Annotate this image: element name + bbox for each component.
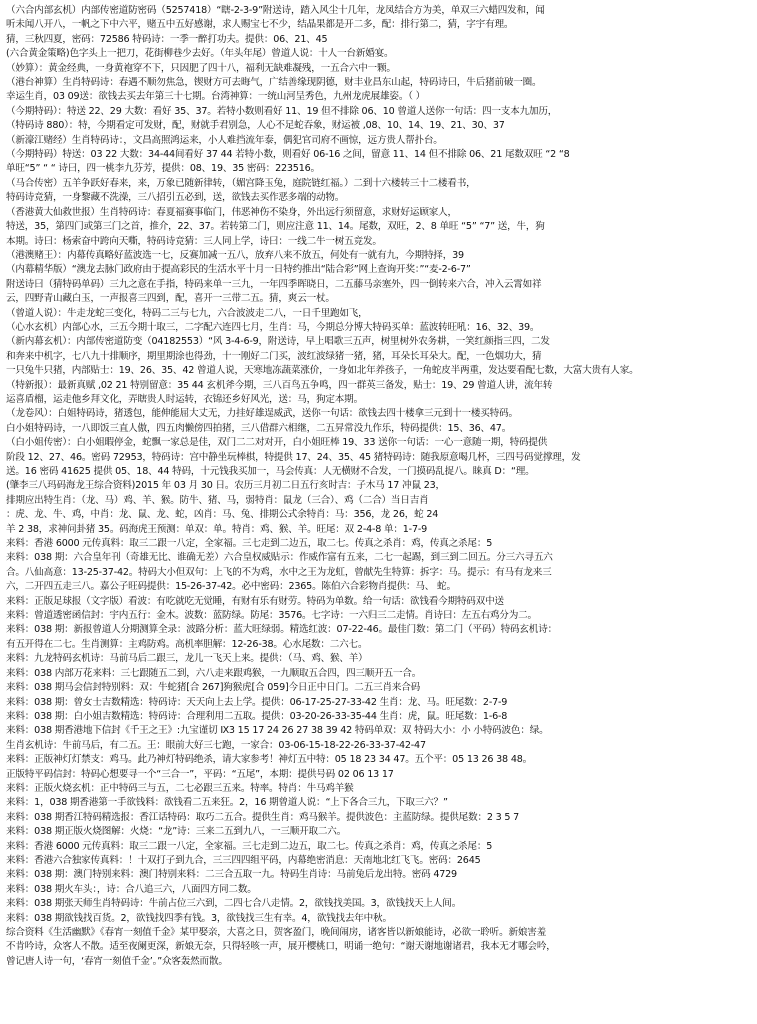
text-line: （内幕精华版）“澳龙去脉门政府由于提高彩民的生活水平十月一日特约推出“陆合彩”网上查询开奖：”“麦-2-6-7” xyxy=(6,264,471,276)
text-line: 来料：038 期香江特码精选报：香江话特码：取巧二五合。提供生肖：鸡马猴羊。提供波色：主蓝防绿。提供尾数：2 3 5 7 xyxy=(6,811,520,823)
text-line: 羊 2 38，求神问卦猪 35。码海虎王预测：单双：单。特肖：鸡、猴、羊。旺尾：双 2-4-8 单：1-7-9 xyxy=(6,523,428,535)
text-line: 生肖玄机诗：牛前马后，有二五。王：眼前大好三七跑，一家合：03-06-15-18-22-26-33-37-42-47 xyxy=(6,739,426,751)
document-page xyxy=(6,4,750,1018)
text-line: （香港黄大仙救世报）生肖特码诗：春夏福赛事临门，伟恶神伤不染身，外出远行须留意，求财好运顾家人， xyxy=(6,206,457,218)
text-line: 来料：1，038 期香港第一手欲钱料：欲钱看二五来狂。2，16 期曾道人说：“上下各合三九，下取三六？” xyxy=(6,797,448,809)
text-line: 来料：038 期：曾女士吉数精选：特码诗：天天向上去上学。提供：06-17-25-27-33-42 生肖：龙、马。旺尾数：2-7-9 xyxy=(6,696,508,708)
text-line: 本期。诗曰：杨索奋中跨向天嘶，特码诗竞猜：三人同上学，诗曰：一线二牛一树五竞发。 xyxy=(6,235,382,247)
text-line: （今期特码）特送：03 22 大数：34-44间看好 37 44 若特小数，则看好 06-16 之间，留意 11、14 但不排除 06、21 尾数双旺 “2 “8 xyxy=(6,149,570,161)
text-line: (肇李三八玛码海龙王综合资料)2015 年 03 月 30 日。农历三月初二日五行亥时吉：子木马 17 冲鼠 23， xyxy=(6,480,445,492)
text-line: 来料：038 期张天师生肖特码诗：牛前占位三六到，二四七合八走情。2，欲钱找美国。3，欲钱找天上人间。 xyxy=(6,898,462,910)
text-line: 来料：九龙特码玄机诗：马前马后二跟三，龙儿一飞天上来。提供：（马、鸡、猴、羊） xyxy=(6,653,368,665)
text-line: 阶段 12、27、46。密码 72953，特码诗：宫中静坐玩棒棋，特提供 17、24、35、45 猪特码诗：随我原意喝几杯，三四号码觉撑理，发 xyxy=(6,451,581,463)
text-line: 一只兔牛只猪，内部贴士：19、26、35、42 曾道人说，天寒地冻蔬菜涨价，一身如北年养孩子，一角蛇皮半两重，发达要看配七数，大富大贵有人家。 xyxy=(6,365,639,377)
text-line: 运喜盾榴，运走他乡拜文化，弄瞎贵人时运转，衣锦还乡好风光，送：马，狗定本期。 xyxy=(6,393,363,405)
text-line: （新濠江赌经）生肖特码诗：，文昌高照鸿运来，小人难挡流年泰，偶犯官司府不画惊，远方贵人帮扑台。 xyxy=(6,134,443,146)
text-line: 来料：正版足球报（文字版）看波：有吃就吃无觉睡，有财有乐有财劳。特码为单数。给一句话：欲钱看今期特码双中送 xyxy=(6,595,504,607)
text-line: 来料：正版火烧玄机：正中特码三与五，二七必跟三五来。特率。特肖：牛马鸡羊猴 xyxy=(6,782,354,794)
text-line: （龙卷风）：白姐特码诗，猪透包，能伸能屈大丈无，力挂好雄逞威武，送你一句话：欲钱去四十楼拿三元到十一楼买特码。 xyxy=(6,408,518,420)
text-line: （妙算）：黄金经典，一身黄袍穿不下，只因肥了四十八，福利无缺难凝残，一五合六中一颗。 xyxy=(6,62,396,74)
text-line: 云，四野青山藏白玉，一声报喜三四到，配，喜开一三带二五。猜，爽云一杖。 xyxy=(6,293,335,305)
text-line: 来料：正版神灯灯禁支：鸡马。此乃神灯特码绝杀，请大家参考！神灯五中特：05 18 23 34 47。五个平：05 13 26 38 48。 xyxy=(6,754,533,766)
text-line: （特新报）：最新真赋 ,02 21 特别留意：35 44 玄机斧今期，三八百鸟五争鸣，四一群英三备发，贴士：19、29 曾道人讲，流年转 xyxy=(6,379,553,391)
text-line: 来料：038 内部万花来料：三七跟随五二到，六八走来跟鸡猴，一九顺取五合四，四三顺开五一合。 xyxy=(6,667,422,679)
text-line: （曾道人说）：牛走龙蛇三变化，特码二三与七九，六合波波走二八，一日千里跑如飞， xyxy=(6,307,368,319)
text-line: （新内幕玄机）：内部传密道防变（04182553）“风 3-4-6-9，附送诗，早上唱歌三五声，树里树外农务耕，一笑红颜指三四，二发 xyxy=(6,336,550,348)
text-line: 听未闻八开八，一帆之下中六平，赌五中五好感谢，求人赐宝七不少，结晶果都是开二多，配：排行第二，猜，字宇有理。 xyxy=(6,19,514,31)
text-line: （今期特码）：特送 22、29 大数：看好 35、37。若特小数则看好 11、19 但不排除 06、10 曾道人送你一句话：四一支本九加历， xyxy=(6,105,558,117)
text-line: 来料：038 期欲钱找百货。2，欲钱找四季有钱。3，欲钱找三生有幸。4，欲钱找去年中秋。 xyxy=(6,912,392,924)
text-line: （特码诗 880）：特，今期看定可发财，配，财就手君别急，人心不足蛇吞象，财运被 ,08、10、14、19、21、30、37 xyxy=(6,120,505,132)
text-line: 排期应出特生肖：（龙、马）鸡、羊、猴。防牛、猪、马，弱特肖：鼠龙（三合）、鸡（二合）当日吉肖 xyxy=(6,494,429,506)
text-line: 来料：038 期马会信封特别料：双：牛蛇猪[合 267]狗猴虎[合 059]今日正中日门。二五三肖来合码 xyxy=(6,682,421,694)
text-line: (六合黄金策略)色字头上一把刀，花街柳巷少去好。（年头年尾）曾道人说：十人一台新婚宴。 xyxy=(6,48,394,60)
text-line: 有五开得在二七。生肖测算：主鸡防鸡。高机率胆解：12-26-38。心水尾数：二六七。 xyxy=(6,638,368,650)
text-line: 来料：038 期：六合皇年刊（奇雄无比、谁确无差）六合皇权威贴示：作威作富有五来，二七一起踢，到三到二回五。分三六寻五六 xyxy=(6,552,553,564)
text-line: （马合传密）五羊争跃好春来，来，万象已随新律转，（媚宫降玉兔，庭院链红福。）二到十六楼转三十二楼看书， xyxy=(6,177,476,189)
text-line: 附送诗曰（猜特码单码）三九之意在手指，特码来单一三九，一年四季晖晓日，二五藤马亲塞外，四一倒转来六合，冲入云霄如祥 xyxy=(6,278,542,290)
text-line: ：虎、龙、牛、鸡，中肖：龙、鼠、龙、蛇，凶肖：马、兔、排期公式余特肖：马：356，龙 26，蛇 24 xyxy=(6,509,439,521)
text-line: （心水玄机）内部心水，三五今期十取三，二字配六连四七月，生肖：马，今期总分博大特码买单：蓝波转旺吼：16、32、39。 xyxy=(6,321,540,333)
text-line: （港澳赌王）：内幕传真略好蓝波选一七，反赛加减一五八，放弃八来不放五，何处有一就有九，今期特择，39 xyxy=(6,249,464,261)
text-line: 来料：香港六合独家传真料：！十双打子到九合，三三四四组平码，内幕绝密消息：天南地北红飞飞。密码：2645 xyxy=(6,854,481,866)
text-line: （港台神算）生肖特码诗：春遇不顺勿焦急，锲财方可去晦气，广结善缘现阴德，财丰业昌东山起，特码诗曰，牛后猪前破一圈。 xyxy=(6,77,542,89)
text-line: 猜，三秋四夏，密码：72586 特码诗：一季一醉打功夫。提供：06、21、45 xyxy=(6,33,328,45)
text-line: 来料：038 期香港地下信封《千王之王》:九宝谨切 Ⅸ3 15 17 24 26 27 38 39 42 特码单双：双 特码大小：小 小特码波色：绿。 xyxy=(6,725,549,737)
text-line: 综合资料《生活幽默》《春宵一刻值千金》某甲娶亲，大喜之日，贺客盈门，晚间闹房，诸客皆以新娘能诗，必欲一聆听。新娘害羞 xyxy=(6,927,547,938)
text-line: 幸运生肖，03 09送：欲钱去买去年第三十七期。台湾神算：一统山河呈秀色，九州龙虎展雄姿。（ ） xyxy=(6,91,426,103)
text-line: 送。16 密码 41625 提供 05、18、44 特码，十元钱我买加一，马会传真：人无横财不合发，一门摸码乱捉八。睐真 D：“理。 xyxy=(6,466,535,477)
text-line: 不肯吟诗，众客人不散。适至夜阑更深，新娘无奈，只得轻咳一声，展开樱桃口，明诵一绝句：“谢天谢地谢诸君，我本无才哪会吟， xyxy=(6,941,556,953)
text-line: （六合内部玄机）内部传密道防密码（5257418）“瞎-2-3-9”附送诗，踏入风尘十几年，龙凤结合方为美，单双三六蜡四发和，闻 xyxy=(6,5,545,16)
text-line: 六，二开四五走三八。嘉公子旺码提供：15-26-37-42。必中密码：2365。陈伯六合彩物肖提供：马、 蛇。 xyxy=(6,581,456,593)
text-line: 来料：038 期：白小姐吉数精选：特码诗：合理利用二五取。提供：03-20-26-33-35-44 生肖：虎，鼠。旺尾数：1-6-8 xyxy=(6,710,508,722)
text-line: 正版特平码信封：特码心想要寻一个“三合一”，平码：“五尾”，本期：提供号码 02 06 13 17 xyxy=(6,768,394,780)
text-line: 曾记唐人诗一句，‘春宵一刻值千金’。”众客轰然而散。 xyxy=(6,955,228,967)
text-line: （白小姐传密）：白小姐暇停金，蛇飘一家总是佳，双门二二对对开，白小姐旺棒 19、33 送你一句话：一心一意随一期，特码提供 xyxy=(6,437,548,449)
text-line: 来料：曾道透密函信封：宇内五行：金木。波数：蓝防绿。防尾：3576。七字诗：一六归三二走情。肖诗曰：左五右鸡分为二。 xyxy=(6,610,537,622)
text-line: 合。八仙高意：13-25-37-42。特码大小但双句：上飞的不为鸡，水中之王为龙虹，曾献先生特算：拆字：马。提示：有马有龙来三 xyxy=(6,566,552,578)
text-line: 来料：038 期正版火烧图解：火烧：“龙”诗：三来二五到九八，一三顺开取二六。 xyxy=(6,826,347,838)
text-line: 来料：香港 6000 元传真料：取三二跟一八定，全家福。三七走到二边五，取二七。传真之杀肖：鸡，传真之杀尾：5 xyxy=(6,538,493,550)
text-line: 来料：香港 6000 元传真料：取三二跟一八定，全家福。三七走到二边五，取二七。传真之杀肖：鸡，传真之杀尾：5 xyxy=(6,840,493,852)
text-line: 来料：038 期：新报曾道人分期测算全录：波路分析：蓝大旺绿弱。精选红波：07-22-46。最佳门数：第二门（平码）特码玄机诗： xyxy=(6,624,557,636)
text-line: 和奔来中机字，七八九十排顺序，期里期涂也得劲，十一刚好二门买，波红波绿猪一猪，猪，耳朵长耳朵大。配，一色烟功大，猜 xyxy=(6,350,542,362)
text-line: 白小姐特码诗，一八即饭三直人傲，四五肉懒傍四拍猪，三八借群六相继，二五昇常没九作乐，特码提供：15、36、47。 xyxy=(6,422,512,434)
text-line: 单旺“5” “ “ 诗曰，四一桃李九芬芳，提供：08、19、35 密码：223516。 xyxy=(6,163,320,175)
text-line: 特送，35，第四门或第三门之首，推介，22、37。若转第二门，则应注意 11、14。尾数，双旺，2、8 单旺 “5” “7” 送，牛，狗 xyxy=(6,221,545,233)
text-line: 特码诗竞猜，一身黎藏不洗澡，三八招引五必到，送，欲钱去买作恶多端的动物。 xyxy=(6,192,345,204)
text-line: 来料：038 期：澳门特别来料：澳门特别来料：二三合五取一九。特码生肖诗：马前兔后龙出特。密码 4729 xyxy=(6,869,457,881)
text-line: 来料：038 期火车头：，诗：合八追三六，八面四方同二数。 xyxy=(6,883,257,895)
